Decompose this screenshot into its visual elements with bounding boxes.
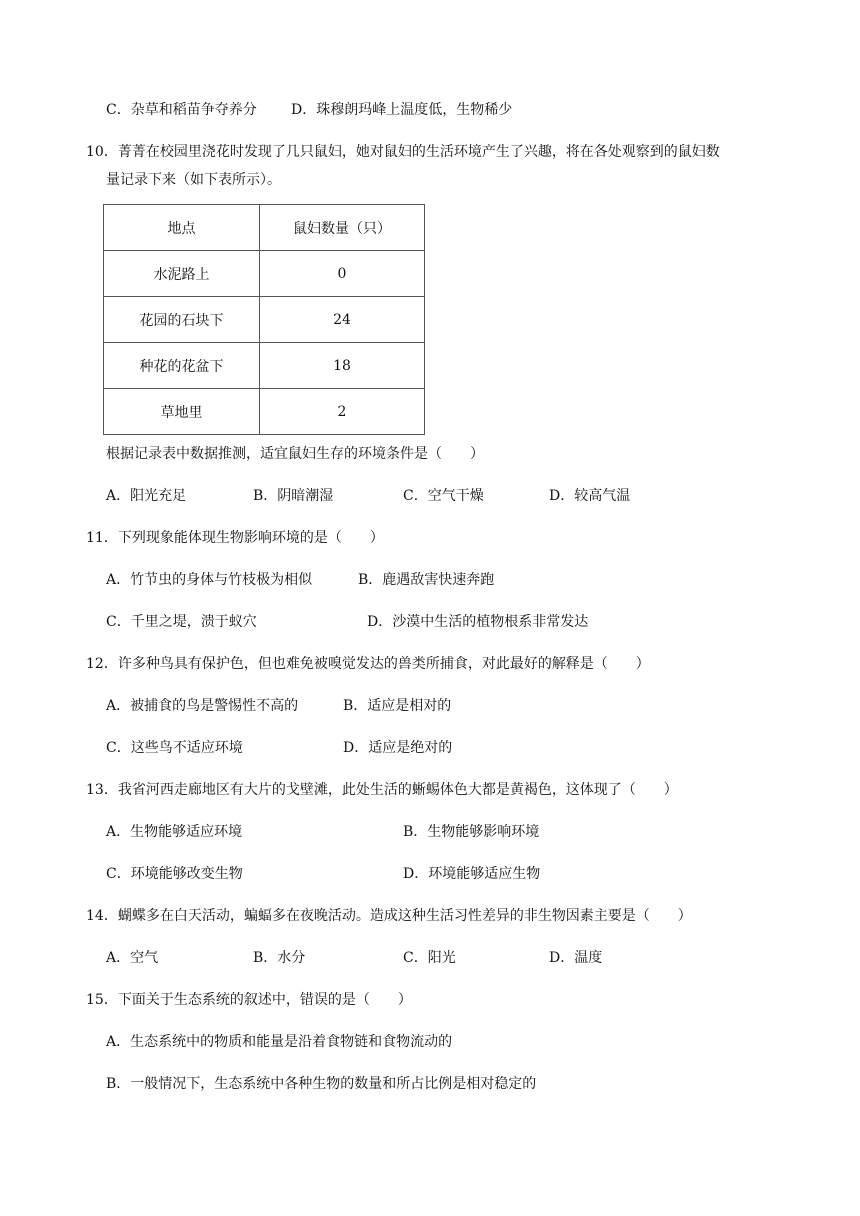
- table-cell-count: 2: [260, 389, 425, 435]
- q9-option-d: D．珠穆朗玛峰上温度低，生物稀少: [291, 102, 513, 118]
- q13-option-b: B．生物能够影响环境: [403, 824, 540, 840]
- q11-option-d: D．沙漠中生活的植物根系非常发达: [367, 614, 589, 630]
- q15-stem: 15．下面关于生态系统的叙述中，错误的是（ ）: [86, 992, 412, 1008]
- q14-option-c: C．阳光: [403, 950, 456, 966]
- q14-option-a: A．空气: [106, 950, 159, 966]
- q11-option-b: B．鹿遇敌害快速奔跑: [358, 572, 495, 588]
- q13-option-c: C．环境能够改变生物: [106, 866, 243, 882]
- table-cell-location: 草地里: [104, 389, 260, 435]
- q10-option-d: D．较高气温: [549, 488, 631, 504]
- table-header-count: 鼠妇数量（只）: [260, 205, 425, 251]
- q12-option-c: C．这些鸟不适应环境: [106, 740, 243, 756]
- table-cell-count: 0: [260, 251, 425, 297]
- q9-option-c: C．杂草和稻苗争夺养分: [106, 102, 257, 118]
- q12-stem: 12．许多种鸟具有保护色，但也难免被嗅觉发达的兽类所捕食，对此最好的解释是（ ）: [86, 656, 650, 672]
- table-cell-count: 18: [260, 343, 425, 389]
- q10-stem-line2: 量记录下来（如下表所示）。: [106, 172, 281, 188]
- q10-stem-line1: 10．菁菁在校园里浇花时发现了几只鼠妇，她对鼠妇的生活环境产生了兴趣，将在各处观察到的鼠妇数: [86, 144, 720, 160]
- q14-option-d: D．温度: [549, 950, 603, 966]
- q13-stem: 13．我省河西走廊地区有大片的戈壁滩，此处生活的蜥蜴体色大都是黄褐色，这体现了（ ）: [86, 782, 678, 798]
- table-cell-location: 水泥路上: [104, 251, 260, 297]
- q13-option-a: A．生物能够适应环境: [106, 824, 243, 840]
- q12-option-a: A．被捕食的鸟是警惕性不高的: [106, 698, 299, 714]
- q10-option-b: B．阴暗潮湿: [253, 488, 334, 504]
- q11-option-c: C．千里之堤，溃于蚁穴: [106, 614, 257, 630]
- table-row: [104, 343, 425, 389]
- q12-option-b: B．适应是相对的: [343, 698, 452, 714]
- q14-option-b: B．水分: [253, 950, 306, 966]
- table-row: [104, 251, 425, 297]
- table-header-row: [104, 205, 425, 251]
- q13-option-d: D．环境能够适应生物: [403, 866, 541, 882]
- q15-option-a: A．生态系统中的物质和能量是沿着食物链和食物流动的: [106, 1034, 453, 1050]
- q10-question: 根据记录表中数据推测，适宜鼠妇生存的环境条件是（ ）: [106, 446, 484, 462]
- q15-option-b: B．一般情况下，生态系统中各种生物的数量和所占比例是相对稳定的: [106, 1076, 537, 1092]
- q10-option-c: C．空气干燥: [403, 488, 484, 504]
- table-cell-location: 花园的石块下: [104, 297, 260, 343]
- q12-option-d: D．适应是绝对的: [343, 740, 453, 756]
- q14-stem: 14．蝴蝶多在白天活动，蝙蝠多在夜晚活动。造成这种生活习性差异的非生物因素主要是（ ）: [86, 908, 692, 924]
- table-row: [104, 297, 425, 343]
- survey-table: [103, 204, 425, 435]
- q10-option-a: A．阳光充足: [106, 488, 187, 504]
- q11-option-a: A．竹节虫的身体与竹枝极为相似: [106, 572, 313, 588]
- table-header-location: 地点: [104, 205, 260, 251]
- table-row: [104, 389, 425, 435]
- table-cell-count: 24: [260, 297, 425, 343]
- table-cell-location: 种花的花盆下: [104, 343, 260, 389]
- q11-stem: 11．下列现象能体现生物影响环境的是（ ）: [86, 530, 384, 546]
